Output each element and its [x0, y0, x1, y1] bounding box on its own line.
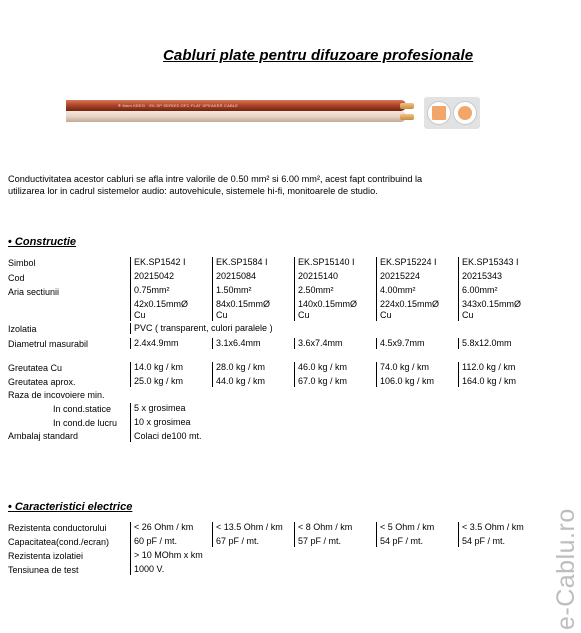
greutate-aprox-value: 44.0 kg / km: [216, 376, 266, 386]
greutate-cu-value: 74.0 kg / km: [380, 362, 430, 372]
label-izolatia: Izolatia: [8, 324, 37, 334]
ambalaj-value: Colaci de100 mt.: [134, 431, 202, 441]
section-heading-electrice: [8, 501, 132, 513]
electric-column: [458, 522, 524, 547]
label-cod: Cod: [8, 273, 25, 283]
greutate-cu-value: 14.0 kg / km: [134, 362, 184, 372]
raza-cell: [130, 403, 202, 442]
cable-white-conductor: [66, 111, 406, 122]
label-statice: In cond.statice: [53, 404, 112, 414]
intro-paragraph: [8, 173, 478, 197]
diametru-cell: [294, 338, 343, 349]
aria-value: 4.00mm²: [380, 285, 416, 295]
label-ambalaj: Ambalaj standard: [8, 431, 79, 441]
aria-material-value: Cu: [298, 310, 310, 320]
diametru-cell: [212, 338, 261, 349]
cross-section-core: [432, 106, 446, 120]
flat-speaker-cable-image: [66, 100, 406, 122]
simbol-value: EK.SP15224 I: [380, 257, 437, 267]
aria-value: 6.00mm²: [462, 285, 498, 295]
label-lucru: In cond.de lucru: [53, 418, 118, 428]
aria-wires-value: 343x0.15mmØ: [462, 299, 522, 309]
label-greutatea-cu: Greutatea Cu: [8, 363, 63, 373]
label-greutatea-aprox: Greutatea aprox.: [8, 377, 76, 387]
label-simbol: Simbol: [8, 258, 36, 268]
raza-lucru-value: 10 x grosimea: [134, 417, 191, 427]
greutate-aprox-value: 164.0 kg / km: [462, 376, 517, 386]
section-heading-constructie: [8, 236, 76, 248]
greutate-aprox-value: 67.0 kg / km: [298, 376, 348, 386]
diametru-cell: [130, 338, 179, 349]
aria-wires-value: 84x0.15mmØ: [216, 299, 271, 309]
label-rezistenta: Rezistenta conductorului: [8, 523, 107, 533]
bullet-icon: •: [8, 501, 12, 513]
aria-material-value: Cu: [134, 310, 146, 320]
product-column: [458, 257, 521, 321]
diametru-value: 5.8x12.0mm: [462, 338, 512, 348]
diametru-value: 4.5x9.7mm: [380, 338, 425, 348]
aria-value: 1.50mm²: [216, 285, 252, 295]
diametru-value: 2.4x4.9mm: [134, 338, 179, 348]
greutate-cu-value: 28.0 kg / km: [216, 362, 266, 372]
izolatia-cell: [130, 323, 273, 334]
product-column: [130, 257, 188, 321]
intro-line: Conductivitatea acestor cabluri se afla intre valorile de 0.50 mm² si 6.00 mm², acest fapt contribuind la: [8, 174, 423, 184]
cod-value: 20215343: [462, 271, 503, 281]
cable-print-text: ® 6mm KEEG · EK.SP SERIES OFC FLAT SPEAKER CABLE: [118, 103, 239, 108]
electric-column: [130, 522, 203, 575]
watermark: e-Cablu.ro: [552, 508, 580, 630]
greutate-cell: [212, 362, 265, 387]
product-column: [376, 257, 439, 321]
rezistenta-value: < 26 Ohm / km: [134, 522, 194, 532]
cod-value: 20215042: [134, 271, 175, 281]
rezistenta-value: < 8 Ohm / km: [298, 522, 353, 532]
izolatia-value: PVC ( transparent, culori paralele ): [134, 323, 273, 333]
label-raza: Raza de incovoiere min.: [8, 390, 105, 400]
greutate-cu-value: 112.0 kg / km: [462, 362, 516, 372]
aria-material-value: Cu: [380, 310, 392, 320]
greutate-cell: [130, 362, 183, 387]
rezistenta-value: < 13.5 Ohm / km: [216, 522, 283, 532]
label-tensiunea: Tensiunea de test: [8, 565, 79, 575]
bullet-icon: •: [8, 236, 12, 248]
simbol-value: EK.SP1542 I: [134, 257, 186, 267]
copper-wire-end: [400, 103, 414, 109]
simbol-value: EK.SP15343 I: [462, 257, 519, 267]
cod-value: 20215224: [380, 271, 421, 281]
simbol-value: EK.SP1584 I: [216, 257, 268, 267]
cod-value: 20215084: [216, 271, 257, 281]
aria-wires-value: 224x0.15mmØ: [380, 299, 440, 309]
greutate-cell: [294, 362, 347, 387]
raza-statice-value: 5 x grosimea: [134, 403, 186, 413]
greutate-aprox-value: 25.0 kg / km: [134, 376, 184, 386]
electric-column: [212, 522, 283, 547]
product-column: [294, 257, 357, 321]
label-diametrul: Diametrul masurabil: [8, 339, 89, 349]
capacitatea-value: 54 pF / mt.: [380, 536, 424, 546]
label-rezistenta-izolatiei: Rezistenta izolatiei: [8, 551, 84, 561]
aria-value: 0.75mm²: [134, 285, 170, 295]
rezistenta-value: < 5 Ohm / km: [380, 522, 435, 532]
izolatiei-value: > 10 MOhm x km: [134, 550, 203, 560]
intro-line: utilizarea lor in cadrul sistemelor audio: autovehicule, sistemele hi-fi, monitoarele de studio.: [8, 186, 378, 196]
aria-wires-value: 140x0.15mmØ: [298, 299, 358, 309]
page-title: Cabluri plate pentru difuzoare profesionale: [163, 47, 474, 64]
greutate-cu-value: 46.0 kg / km: [298, 362, 348, 372]
label-capacitatea: Capacitatea(cond./ecran): [8, 537, 110, 547]
section-heading-text: Caracteristici electrice: [14, 501, 133, 513]
product-column: [212, 257, 270, 321]
diametru-cell: [458, 338, 512, 349]
greutate-aprox-value: 106.0 kg / km: [380, 376, 435, 386]
cross-section-core: [458, 106, 472, 120]
copper-wire-end: [400, 114, 414, 120]
aria-material-value: Cu: [216, 310, 228, 320]
capacitatea-value: 60 pF / mt.: [134, 536, 178, 546]
aria-material-value: Cu: [462, 310, 474, 320]
capacitatea-value: 54 pF / mt.: [462, 536, 506, 546]
cod-value: 20215140: [298, 271, 339, 281]
section-heading-text: Constructie: [14, 236, 77, 248]
simbol-value: EK.SP15140 I: [298, 257, 355, 267]
diametru-value: 3.6x7.4mm: [298, 338, 343, 348]
rezistenta-value: < 3.5 Ohm / km: [462, 522, 524, 532]
aria-wires-value: 42x0.15mmØ: [134, 299, 189, 309]
greutate-cell: [376, 362, 434, 387]
electric-column: [376, 522, 434, 547]
label-aria: Aria sectiunii: [8, 287, 60, 297]
capacitatea-value: 67 pF / mt.: [216, 536, 260, 546]
electric-column: [294, 522, 352, 547]
cable-cross-section-image: [424, 97, 480, 129]
tensiunea-value: 1000 V.: [134, 564, 165, 574]
capacitatea-value: 57 pF / mt.: [298, 536, 342, 546]
aria-value: 2.50mm²: [298, 285, 334, 295]
diametru-value: 3.1x6.4mm: [216, 338, 261, 348]
greutate-cell: [458, 362, 516, 387]
diametru-cell: [376, 338, 425, 349]
